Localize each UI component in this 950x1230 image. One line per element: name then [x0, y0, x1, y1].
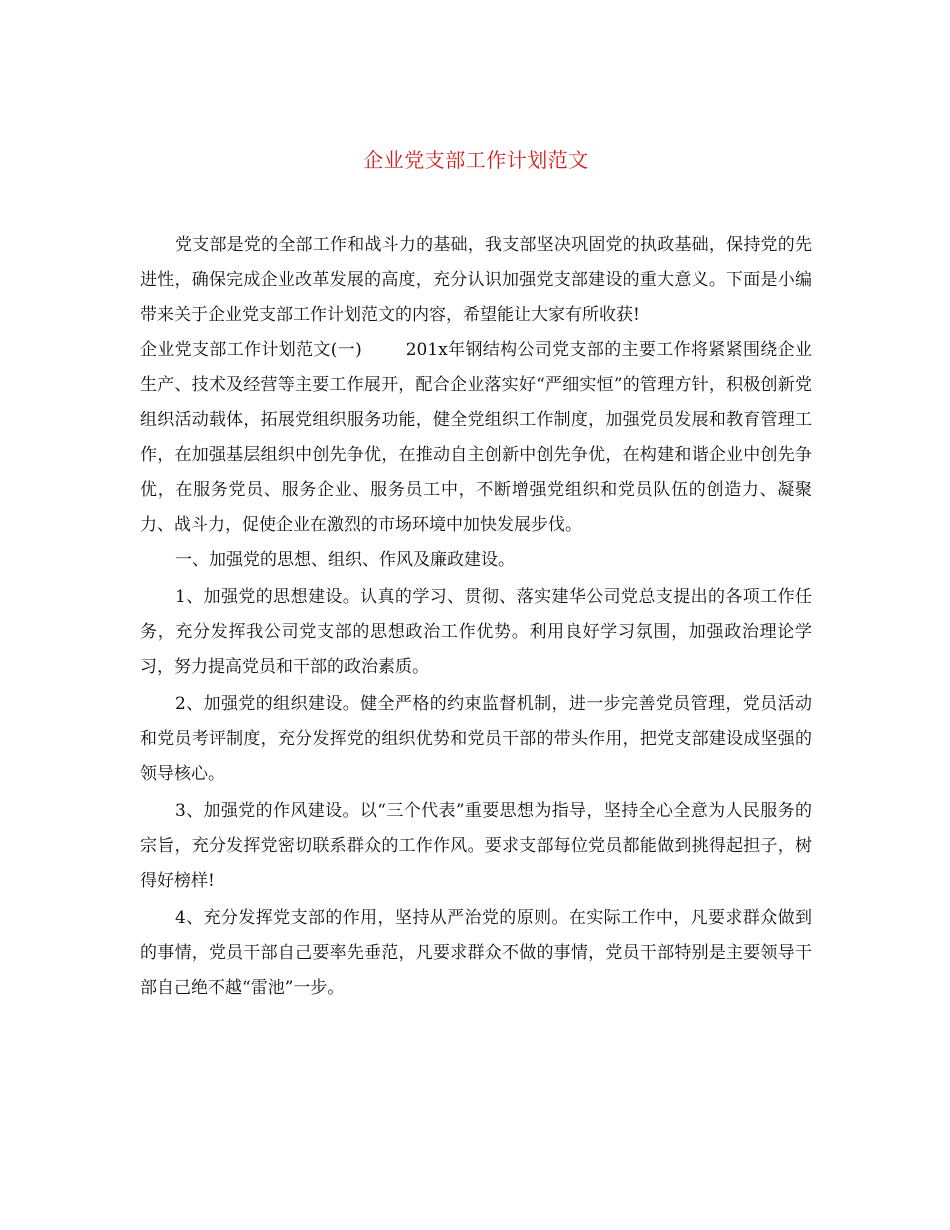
intro-paragraph: 党支部是党的全部工作和战斗力的基础，我支部坚决巩固党的执政基础，保持党的先进性，确保完成企业改革发展的高度，充分认识加强党支部建设的重大意义。下面是小编带来关于企业党支部工作计划范文的内容，希望能让大家有所收获!	[140, 235, 812, 325]
section-intro: 201x年钢结构公司党支部的主要工作将紧紧围绕企业生产、技术及经营等主要工作展开，配合企业落实好“严细实恒”的管理方针，积极创新党组织活动载体，拓展党组织服务功能，健全党组织工作制度，加强党员发展和教育管理工作，在加强基层组织中创先争优，在推动自主创新中创先争优，在构建和谐企业中创先争优，在服务党员、服务企业、服务员工中，不断增强党组织和党员队伍的创造力、凝聚力、战斗力，促使企业在激烈的市场环境中加快发展步伐。	[140, 340, 812, 535]
list-item-1: 1、加强党的思想建设。认真的学习、贯彻、落实建华公司党总支提出的各项工作任务，充分发挥我公司党支部的思想政治工作优势。利用良好学习氛围，加强政治理论学习，努力提高党员和干部的政治素质。	[140, 587, 812, 677]
list-item-2: 2、加强党的组织建设。健全严格的约束监督机制，进一步完善党员管理，党员活动和党员考评制度，充分发挥党的组织优势和党员干部的带头作用，把党支部建设成坚强的领导核心。	[140, 694, 812, 784]
section-heading: 企业党支部工作计划范文(一)	[140, 340, 362, 360]
document-body	[140, 228, 812, 1006]
list-item-3: 3、加强党的作风建设。以“三个代表”重要思想为指导，坚持全心全意为人民服务的宗旨，充分发挥党密切联系群众的工作作风。要求支部每位党员都能做到挑得起担子，树得好榜样!	[140, 801, 812, 891]
document-title: 企业党支部工作计划范文	[363, 148, 589, 172]
list-item-4: 4、充分发挥党支部的作用，坚持从严治党的原则。在实际工作中，凡要求群众做到的事情，党员干部自己要率先垂范，凡要求群众不做的事情，党员干部特别是主要领导干部自己绝不越“雷池”一步。	[140, 908, 812, 998]
section-paragraph	[140, 333, 812, 543]
part-one-heading: 一、加强党的思想、组织、作风及廉政建设。	[175, 550, 515, 570]
